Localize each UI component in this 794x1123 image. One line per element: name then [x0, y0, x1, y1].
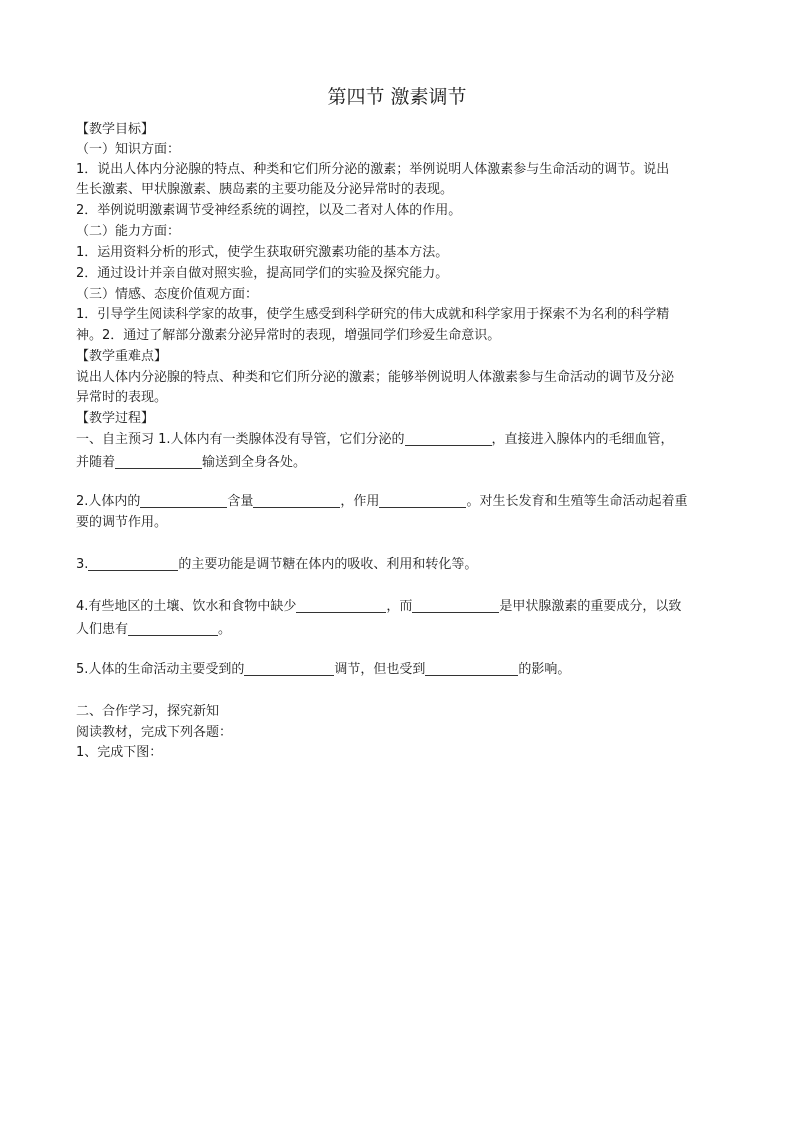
question-5: [76, 660, 726, 680]
page-title: 第四节 激素调节: [327, 86, 467, 108]
question-3-text-a: 3.: [76, 557, 89, 572]
question-5-text-a: 5.人体的生命活动主要受到的: [76, 662, 245, 677]
key-points-line-2: 异常时的表现。: [76, 390, 168, 405]
ability-item-1: 1．运用资料分析的形式，使学生获取研究激素功能的基本方法。: [76, 245, 449, 260]
question-3: [76, 555, 726, 575]
fill-blank[interactable]: [244, 661, 334, 676]
emotion-item-line-2: 神。2．通过了解部分激素分泌异常时的表现，增强同学们珍爱生命意识。: [76, 328, 501, 343]
question-2-text-d: 。对生长发育和生殖等生命活动起着重: [466, 494, 688, 509]
section-2-intro: 阅读教材，完成下列各题：: [76, 725, 233, 740]
ability-item-2: 2．通过设计并亲自做对照实验，提高同学们的实验及探究能力。: [76, 266, 449, 281]
question-1-line-2: [76, 453, 726, 473]
question-1-text-c: 并随着: [76, 455, 116, 470]
question-2-line-2: 要的调节作用。: [76, 515, 168, 530]
key-points-header: 【教学重难点】: [76, 349, 168, 364]
question-4-text-c: 是甲状腺激素的重要成分，以致: [499, 599, 682, 614]
question-4-text-d: 人们患有: [76, 622, 129, 637]
fill-blank[interactable]: [128, 621, 218, 636]
fill-blank[interactable]: [88, 556, 178, 571]
question-1-text-b: ，直接进入腺体内的毛细血管，: [491, 432, 674, 447]
question-1-text-a: 一、自主预习 1.人体内有一类腺体没有导管，它们分泌的: [76, 432, 405, 447]
fill-blank[interactable]: [379, 493, 466, 508]
knowledge-item-1-line-1: 1．说出人体内分泌腺的特点、种类和它们所分泌的激素；举例说明人体激素参与生命活动的调节。说出: [76, 162, 670, 177]
goals-header: 【教学目标】: [76, 122, 155, 137]
key-points-line-1: 说出人体内分泌腺的特点、种类和它们所分泌的激素；能够举例说明人体激素参与生命活动的调节及分泌: [76, 370, 675, 385]
question-1-text-d: 输送到全身各处。: [202, 455, 307, 470]
knowledge-item-2: 2．举例说明激素调节受神经系统的调控，以及二者对人体的作用。: [76, 203, 462, 218]
question-5-text-b: 调节，但也受到: [334, 662, 426, 677]
question-1-line-1: [76, 430, 726, 450]
fill-blank[interactable]: [115, 454, 202, 469]
fill-blank[interactable]: [140, 493, 227, 508]
section-2-header: 二、合作学习，探究新知: [76, 704, 220, 719]
process-header: 【教学过程】: [76, 411, 155, 426]
question-4-text-e: 。: [218, 622, 232, 637]
fill-blank[interactable]: [296, 598, 386, 613]
section-2-item-1: 1、完成下图：: [76, 745, 163, 760]
emotion-item-line-1: 1．引导学生阅读科学家的故事，使学生感受到科学研究的伟大成就和科学家用于探索不为名利的科学精: [76, 307, 670, 322]
question-2-text-a: 2.人体内的: [76, 494, 141, 509]
knowledge-header: （一）知识方面：: [76, 142, 181, 157]
ability-header: （二）能力方面：: [76, 224, 181, 239]
emotion-header: （三）情感、态度价值观方面：: [76, 287, 259, 302]
fill-blank[interactable]: [412, 598, 499, 613]
question-4-line-2: [76, 620, 726, 640]
question-2-text-b: 含量: [227, 494, 254, 509]
question-3-text-b: 的主要功能是调节糖在体内的吸收、利用和转化等。: [178, 557, 478, 572]
fill-blank[interactable]: [405, 431, 492, 446]
question-2-text-c: ，作用: [340, 494, 380, 509]
fill-blank[interactable]: [425, 661, 518, 676]
fill-blank[interactable]: [253, 493, 340, 508]
question-4-line-1: [76, 597, 726, 617]
question-4-text-b: ，而: [386, 599, 413, 614]
question-4-text-a: 4.有些地区的土壤、饮水和食物中缺少: [76, 599, 297, 614]
question-5-text-c: 的影响。: [518, 662, 571, 677]
knowledge-item-1-line-2: 生长激素、甲状腺激素、胰岛素的主要功能及分泌异常时的表现。: [76, 182, 454, 197]
question-2-line-1: [76, 492, 726, 512]
